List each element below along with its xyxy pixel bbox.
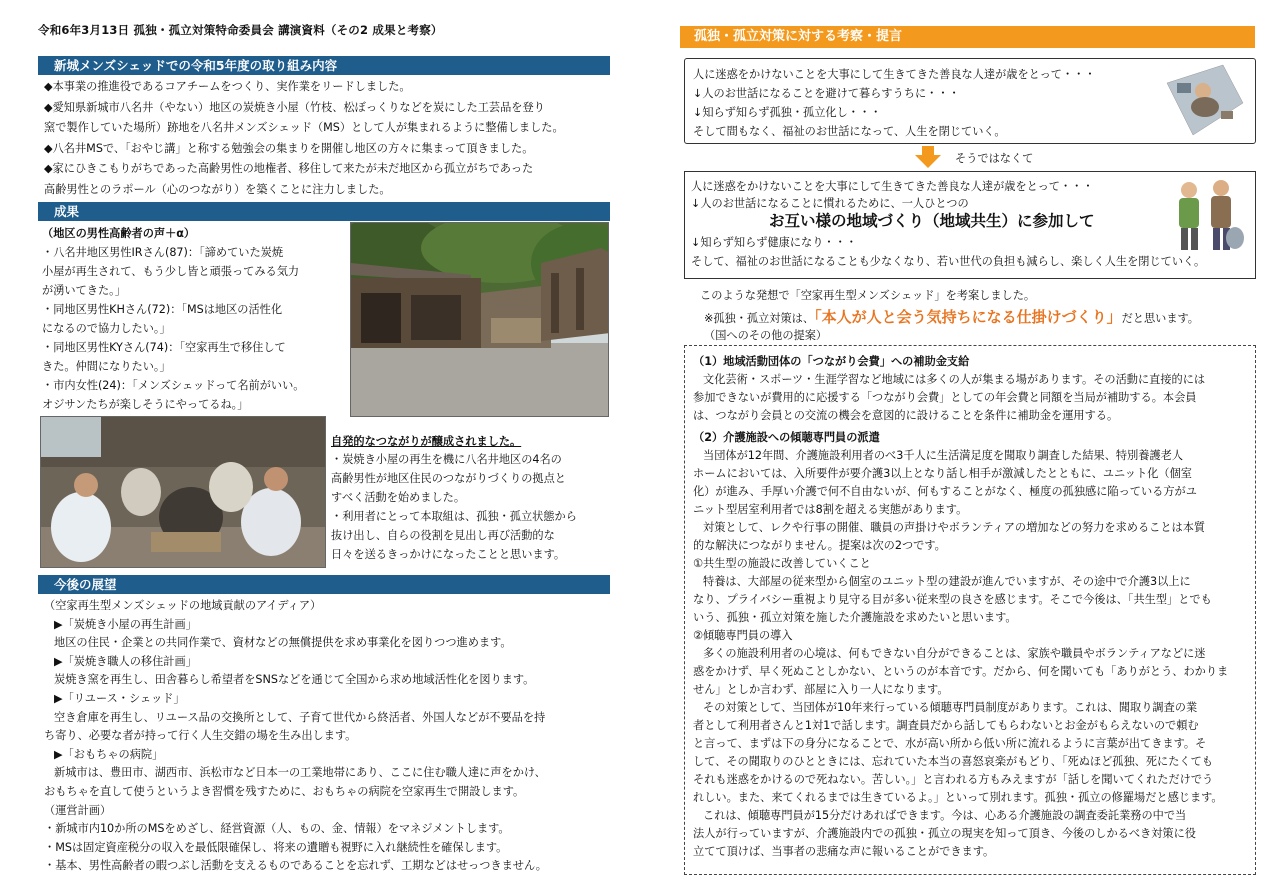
voice-line: ・八名井地区男性IRさん(87)：「諦めていた炭焼 — [42, 246, 284, 259]
charcoal-hut-photo — [350, 222, 609, 417]
voices-text — [42, 224, 342, 414]
outlook-line: ・MSは固定資産税分の収入を最低限確保し、将来の遺贈も視野に入れ継続性を確保します。 — [44, 840, 508, 854]
proposal-line: 特養は、大部屋の従来型から個室のユニット型の建設が進んでいますが、その途中で介護3以上に — [703, 575, 1191, 588]
proposal-line: いう、孤独・孤立対策を施した介護施設を求めたいと思います。 — [693, 611, 1017, 624]
proposal-line: 当団体が12年間、介護施設利用者のべ3千人に生活満足度を聞取り調査した結果、特別養護老人 — [703, 449, 1184, 462]
vision-line-4: そして、福祉のお世話になることも少なくなり、若い世代の負担も減らし、楽しく人生を閉じていく。 — [691, 254, 1206, 268]
outlook-text — [44, 597, 610, 876]
proposal-line: せん」としか言わず、部屋に入り一人になります。 — [693, 683, 949, 696]
proposal-line: 惑をかけず、早く死ぬことしかない、というのが本音です。だから、何を聞いても「ありがとう、わかりま — [693, 665, 1229, 678]
proposal-line: 対策として、レクや行事の開催、職員の声掛けやボランティアの増加などの努力を求めることは本質 — [703, 521, 1206, 534]
voice-line: ・同地区男性KHさん(72)：「MSは地区の活性化 — [42, 303, 283, 316]
proposal-line: （1）地域活動団体の「つながり会費」への補助金支給 — [693, 355, 970, 368]
vision-line-1: 人に迷惑をかけないことを大事にして生きてきた善良な人達が歳をとって・・・ — [691, 180, 1094, 193]
charcoal-hut-image — [351, 223, 609, 417]
conclusion-suffix: だと思います。 — [1121, 312, 1199, 326]
proposal-line: 法人が行っていますが、介護施設内での孤独・孤立の現実を知って頂き、今後のしかるべき対策に役 — [693, 827, 1196, 840]
proposal-line: ホームにおいては、入所要件が要介護3以上となり話し相手が激減したとともに、ユニット化（個室 — [693, 467, 1192, 480]
proposal-line: ニット型居室利用者では8割を超える実態があります。 — [693, 503, 968, 516]
proposals-box — [684, 345, 1256, 875]
activity-line: ◆八名井MSで、「おやじ講」と称する勉強会の集まりを開催し地区の方々に集まって頂きました。 — [44, 141, 534, 155]
result-line: ・利用者にとって本取組は、孤独・孤立状態から — [331, 510, 577, 523]
proposal-line: なり、プライバシー重視より見守る目が多い従来型の良さを感じます。そこで今後は、「共生型」とでも — [693, 593, 1212, 606]
outlook-line: （空家再生型メンズシェッドの地域貢献のアイディア） — [44, 599, 322, 612]
voice-line: が湧いてきた。」 — [42, 284, 126, 297]
section-heading-activities: 新城メンズシェッドでの令和5年度の取り組み内容 — [38, 56, 610, 75]
conclusion-line-2 — [700, 306, 1199, 329]
outlook-line: 地区の住民・企業との共同作業で、資材などの無償提供を求め事業化を図りつつ進めます。 — [54, 636, 512, 650]
vision-highlight: お互い様の地域づくり（地域共生）に参加して — [769, 212, 1095, 231]
voice-line: きた。仲間になりたい。」 — [42, 360, 171, 373]
down-arrow-icon — [915, 146, 941, 168]
workers-image — [41, 417, 326, 568]
activity-line: 窯で製作していた場所）跡地を八名井メンズシェッド（MS）として人が集まれるように整備しました。 — [44, 121, 564, 134]
voice-line: になるので協力したい。」 — [42, 322, 171, 335]
proposal-line: ①共生型の施設に改善していくこと — [693, 557, 871, 570]
outlook-line: （運営計画） — [44, 803, 112, 817]
proposal-line: は、つながり会員との交流の機会を意図的に設けることを条件に補助金を運用する。 — [693, 409, 1119, 422]
activities-text — [44, 77, 610, 200]
activity-line: 高齢男性とのラポール（心のつながり）を築くことに注力しました。 — [44, 182, 391, 196]
vision-line-3: ↓知らず知らず健康になり・・・ — [691, 235, 857, 249]
outlook-line: ▶「リユース・シェッド」 — [54, 691, 185, 705]
voice-line: ・市内女性(24)：「メンズシェッドって名前がいい。 — [42, 379, 305, 392]
key-message: 「本人が人と会う気持ちになる仕掛けづくり」 — [814, 308, 1122, 327]
current-situation-text — [693, 65, 1096, 141]
proposals-text — [693, 353, 1253, 861]
section-heading-outlook: 今後の展望 — [38, 575, 610, 594]
vision-line-2: ↓人のお世話になることに慣れるために、一人ひとつの — [691, 197, 969, 211]
voice-line: オジサンたちが楽しそうにやってるね。」 — [42, 398, 249, 411]
outlook-line: 新城市は、豊田市、湖西市、浜松市など日本一の工業地帯にあり、ここに住む職人達に声をかけ、 — [54, 766, 546, 780]
result-line: 高齢男性が地区住民のつながりづくりの拠点と — [331, 472, 566, 485]
activity-line: ◆本事業の推進役であるコアチームをつくり、実作業をリードしました。 — [44, 80, 411, 93]
proposal-line: 文化芸術・スポーツ・生涯学習など地域には多くの人が集まる場があります。その活動に直接的には — [703, 373, 1206, 386]
proposal-line: 者として利用者さんと1対1で話します。調査員だから話してもらわないとお金がもらえないので頼む — [693, 719, 1199, 732]
outlook-line: 空き倉庫を再生し、リユース品の交換所として、子育て世代から終活者、外国人などが不要品を持 — [54, 710, 546, 724]
situation-line: 人に迷惑をかけないことを大事にして生きてきた善良な人達が歳をとって・・・ — [693, 68, 1096, 81]
proposal-line: （2）介護施設への傾聴専門員の派遣 — [693, 431, 880, 444]
workers-photo — [40, 416, 326, 568]
outlook-line: ・新城市内10か所のMSをめざし、経営資源（人、もの、金、情報）をマネジメントします。 — [44, 822, 510, 836]
result-line: ・炭焼き小屋の再生を機に八名井地区の4名の — [331, 453, 562, 466]
activity-line: ◆家にひきこもりがちであった高齢男性の地権者、移住して来たが未だ地区から孤立がちであった — [44, 162, 534, 175]
conclusion-line-1: このような発想で「空家再生型メンズシェッド」を考案しました。 — [700, 289, 1036, 302]
result-line: 抜け出し、自らの役割を見出し再び活動的な — [331, 529, 555, 542]
lonely-elder-illustration — [1163, 63, 1245, 139]
proposal-line: ②傾聴専門員の導入 — [693, 629, 793, 642]
conclusion-prefix: ※孤独・孤立対策は、 — [704, 312, 815, 326]
outlook-line: ・基本、男性高齢者の暇つぶし活動を支えるものであることを忘れず、工期などはせっつきません。 — [44, 859, 547, 873]
other-proposals-label: （国へのその他の提案） — [704, 328, 828, 342]
result-text — [331, 450, 611, 564]
proposed-vision-box — [684, 171, 1256, 279]
outlook-line: 炭焼き窯を再生し、田舎暮らし希望者をSNSなどを通じて全国から求め地域活性化を図ります。 — [54, 673, 535, 687]
conclusion-text — [700, 287, 1199, 344]
situation-line: ↓人のお世話になることを避けて暮らすうちに・・・ — [693, 87, 960, 100]
proposal-line: 参加できないが費用的に応援する「つながり会費」としての年会費と同額を当局が補助する。本会員 — [693, 391, 1197, 404]
section-heading-results: 成果 — [38, 202, 610, 221]
outlook-line: ち寄り、必要な者が持って行く人生交錯の場を生み出します。 — [44, 729, 357, 743]
proposal-line: それも迷惑をかけるので死ねない。苦しい。」と言われる方もみえますが「話しを聞いてくれただけでう — [693, 773, 1214, 786]
current-situation-box — [684, 58, 1256, 144]
result-line: すべく活動を始めました。 — [331, 491, 466, 504]
voice-line: 小屋が再生されて、もう少し皆と頑張ってみる気力 — [42, 265, 300, 278]
outlook-line: おもちゃを直して使うというよき習慣を残すために、おもちゃの病院を空家再生で開設します。 — [44, 784, 525, 798]
outlook-line: ▶「炭焼き職人の移住計画」 — [54, 654, 197, 668]
proposal-line: 立てて頂けば、当事者の悲痛な声に報いることができます。 — [693, 845, 995, 858]
section-heading-proposals: 孤独・孤立対策に対する考察・提言 — [680, 26, 1255, 48]
proposal-line: これは、傾聴専門員が15分だけあればできます。今は、心ある介護施設の調査委託業務の中で当 — [703, 809, 1187, 822]
proposal-line: れしい。また、来てくれるまでは生きているよ。」といって別れます。孤独・孤立の修羅場だと感じます。 — [693, 791, 1223, 804]
activity-line: ◆愛知県新城市八名井（やない）地区の炭焼き小屋（竹枝、松ぼっくりなどを炭にした工芸品を登り — [44, 100, 545, 114]
situation-line: ↓知らず知らず孤独・孤立化し・・・ — [693, 106, 882, 119]
result-heading: 自発的なつながりが醸成されました。 — [331, 435, 522, 448]
voice-line: ・同地区男性KYさん(74)：「空家再生で移住して — [42, 341, 286, 354]
proposed-vision-text — [691, 178, 1205, 270]
document-title: 令和6年3月13日 孤独・孤立対策特命委員会 講演資料（その2 成果と考察） — [38, 23, 443, 37]
outlook-line: ▶「おもちゃの病院」 — [54, 747, 164, 761]
transition-label: そうではなくて — [955, 152, 1034, 165]
community-group-illustration — [1169, 176, 1245, 254]
proposal-line: 化）が進み、手厚い介護で何不自由ないが、何もすることがなく、極度の孤独感に陥っている方がユ — [693, 485, 1197, 498]
voice-line: （地区の男性高齢者の声＋α） — [42, 227, 196, 240]
proposal-line: その対策として、当団体が10年来行っている傾聴専門員制度があります。これは、聞取り調査の業 — [703, 701, 1198, 714]
result-line: 日々を送るきっかけになったことと思います。 — [331, 548, 566, 561]
proposal-line: 的な解決につながりません。提案は次の2つです。 — [693, 539, 946, 552]
outlook-line: ▶「炭焼き小屋の再生計画」 — [54, 617, 197, 631]
proposal-line: して、その聞取りのひとときには、忘れていた本当の喜怒哀楽がもどり、「死ぬほど孤独、死にたくても — [693, 755, 1213, 768]
proposal-line: と言って、まずは下の身分になることで、水が高い所から低い所に流れるように言葉が出てきます。そ — [693, 737, 1207, 750]
proposal-line: 多くの施設利用者の心境は、何もできない自分ができることは、家族や職員やボランティアなどに迷 — [703, 647, 1206, 660]
situation-line: そして間もなく、福祉のお世話になって、人生を閉じていく。 — [693, 125, 1006, 138]
